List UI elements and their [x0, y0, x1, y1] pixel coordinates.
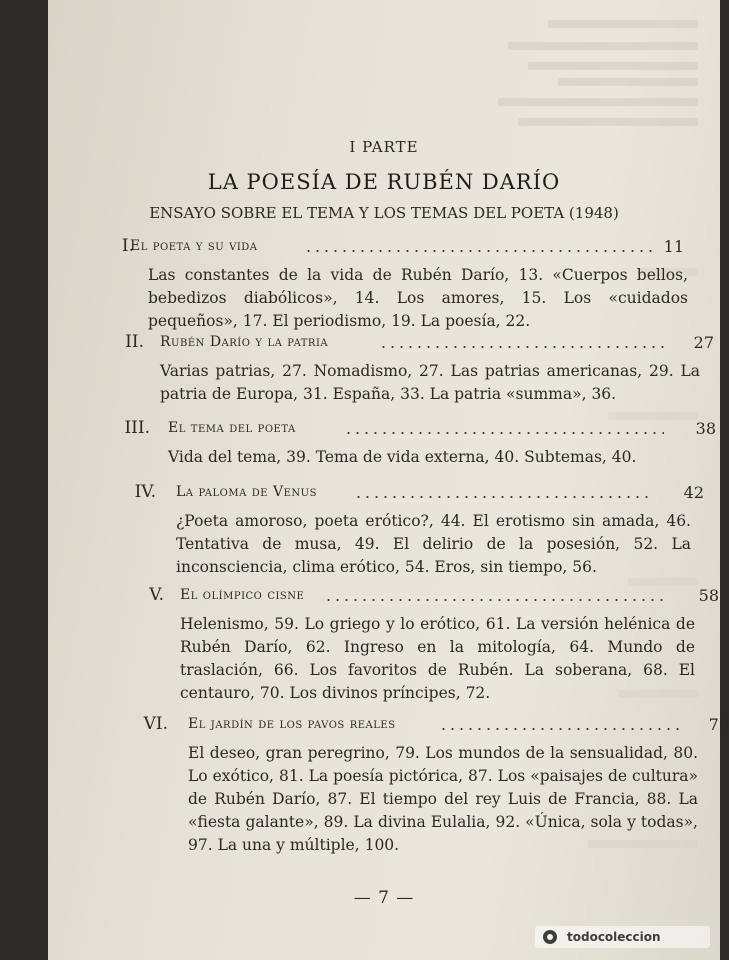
chapter-page: 38	[695, 419, 716, 438]
chapter-page: 42	[683, 483, 704, 502]
leader-dots	[439, 728, 684, 730]
chapter-summary: Las constantes de la vida de Rubén Darío, 13. «Cuerpos bellos, bebedizos diabólicos», 14. Los amores, 15. Los «cuidados pequeños», 17. El periodismo, 19. La poesía, 22.	[148, 266, 688, 330]
leader-dots	[304, 250, 654, 252]
chapter-heading: La paloma de Venus	[176, 484, 317, 500]
watermark	[535, 926, 710, 948]
page-number: — 7 —	[353, 888, 415, 908]
toc-entry-4	[104, 480, 704, 579]
leader-dots	[379, 346, 669, 348]
chapter-number: V.	[149, 585, 164, 605]
chapter-number: II.	[125, 332, 144, 352]
chapter-summary: Varias patrias, 27. Nomadismo, 27. Las patrias americanas, 29. La patria de Europa, 31. España, 33. La patria «summa», 36.	[160, 362, 700, 403]
toc-entry-6	[104, 712, 729, 857]
watermark-text: todocoleccion	[567, 930, 661, 944]
book-subtitle: ENSAYO SOBRE EL TEMA Y LOS TEMAS DEL POETA (1948)	[149, 204, 619, 222]
leader-dots	[354, 496, 654, 498]
chapter-heading: El jardín de los pavos reales	[188, 716, 396, 732]
chapter-page: 11	[663, 237, 684, 256]
chapter-number: I.	[121, 236, 134, 256]
chapter-heading: El tema del poeta	[168, 420, 296, 436]
leader-dots	[324, 599, 669, 601]
leader-dots	[344, 432, 664, 434]
chapter-page: 58	[698, 586, 719, 605]
chapter-summary: Helenismo, 59. Lo griego y lo erótico, 61. La versión helénica de Rubén Darío, 62. Ingreso en la mitología, 64. Mundo de traslación, 66. Los favoritos de Rubén. La soberana, 68. El centauro, 70. Los divinos príncipes, 72.	[180, 615, 695, 702]
chapter-number: III.	[124, 418, 150, 438]
watermark-logo-icon	[543, 930, 557, 944]
chapter-number: IV.	[134, 482, 156, 502]
chapter-heading: Rubén Darío y la patria	[160, 334, 329, 350]
chapter-number: VI.	[143, 714, 168, 734]
toc-entry-3	[104, 416, 716, 469]
chapter-summary: Vida del tema, 39. Tema de vida externa, 40. Subtemas, 40.	[168, 448, 637, 466]
chapter-summary: El deseo, gran peregrino, 79. Los mundos de la sensualidad, 80. Lo exótico, 81. La poesía pictórica, 87. Los «paisajes de cultura» de Rubén Darío, 87. El tiempo del rey Luis de Francia, 88. La «fiesta galante», 89. La divina Eulalia, 92. «Única, sola y todas», 97. La una y múltiple, 100.	[188, 744, 698, 854]
part-label: I PARTE	[349, 138, 419, 156]
book-title: LA POESÍA DE RUBÉN DARÍO	[207, 170, 561, 194]
chapter-heading: El poeta y su vida	[130, 238, 258, 254]
toc-entry-1	[104, 234, 694, 333]
chapter-heading: El olímpico cisne	[180, 587, 305, 603]
chapter-page: 27	[693, 333, 714, 352]
chapter-summary: ¿Poeta amoroso, poeta erótico?, 44. El erotismo sin amada, 46. Tentativa de musa, 49. El delirio de la posesión, 52. La inconsciencia, clima erótico, 54. Eros, sin tiempo, 56.	[176, 512, 691, 576]
toc-entry-5	[104, 583, 719, 705]
chapter-page: 79	[708, 715, 729, 734]
toc-entry-2	[104, 330, 714, 406]
book-page	[48, 0, 729, 960]
